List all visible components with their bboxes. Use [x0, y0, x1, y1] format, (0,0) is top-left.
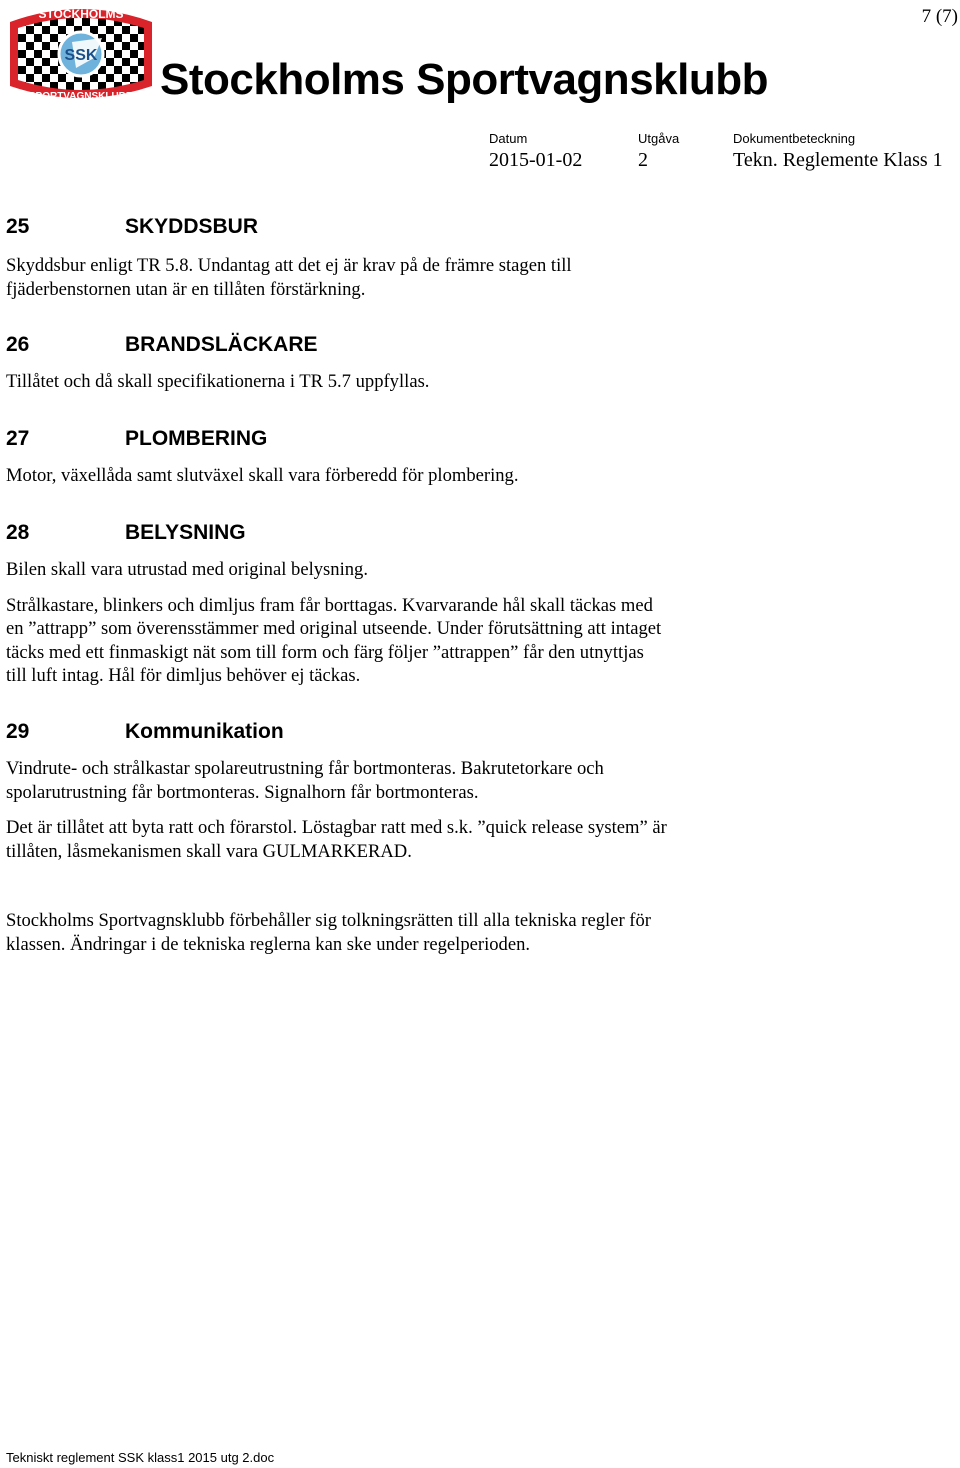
svg-text:SSK: SSK [64, 47, 98, 64]
text-line: tillåten, låsmekanismen skall vara GULMARKERAD. [6, 840, 412, 862]
section-28 [6, 521, 956, 688]
text-line: spolarutrustning får bortmonteras. Signalhorn får bortmonteras. [6, 781, 479, 803]
paragraph [6, 558, 956, 582]
section-heading [6, 427, 956, 453]
text-line: Vindrute- och strålkastar spolareutrustning får bortmonteras. Bakrutetorkare och [6, 758, 604, 779]
club-title: Stockholms Sportvagnsklubb [160, 55, 768, 104]
text-line: fjäderbenstornen utan är en tillåten förstärkning. [6, 278, 366, 300]
svg-text:SPORTVAGNSKLUBB: SPORTVAGNSKLUBB [28, 91, 134, 102]
paragraph [6, 464, 956, 488]
date-value: 2015-01-02 [489, 149, 583, 171]
section-27 [6, 427, 956, 488]
section-number: 28 [6, 521, 30, 544]
text-line: Det är tillåtet att byta ratt och förarstol. Löstagbar ratt med s.k. ”quick release system” är [6, 817, 667, 838]
text-line: täcks med ett finmaskigt nät som till form och färg följer ”attrappen” får den utnyttjas [6, 641, 644, 663]
text-line: Skyddsbur enligt TR 5.8. Undantag att det ej är krav på de främre stagen till [6, 255, 572, 276]
section-title: BRANDSLÄCKARE [125, 333, 318, 356]
section-number: 25 [6, 215, 30, 238]
page-number: 7 (7) [921, 6, 958, 27]
section-title: SKYDDSBUR [125, 215, 259, 238]
text-line: Stockholms Sportvagnsklubb förbehåller sig tolkningsrätten till alla tekniska regler för [6, 910, 651, 931]
section-number: 26 [6, 333, 30, 356]
section-title: Kommunikation [125, 720, 284, 743]
edition-label: Utgåva [638, 131, 680, 146]
text-line: Bilen skall vara utrustad med original belysning. [6, 559, 368, 580]
section-heading [6, 215, 956, 241]
paragraph [6, 254, 956, 301]
section-number: 27 [6, 427, 30, 450]
edition-value: 2 [638, 149, 648, 171]
section-heading [6, 521, 956, 547]
paragraph [6, 594, 956, 688]
text-line: Tillåtet och då skall specifikationerna i TR 5.7 uppfyllas. [6, 371, 430, 392]
svg-text:STOCKHOLMS: STOCKHOLMS [38, 7, 124, 21]
section-title: BELYSNING [125, 521, 246, 544]
section-number: 29 [6, 720, 30, 743]
section-heading [6, 333, 956, 359]
text-line: till luft intag. Hål för dimljus behöver ej täckas. [6, 665, 361, 686]
text-line: klassen. Ändringar i de tekniska reglerna kan ske under regelperioden. [6, 933, 531, 955]
date-label: Datum [489, 131, 528, 146]
text-line: en ”attrapp” som överensstämmer med original utseende. Under förutsättning att intaget [6, 618, 662, 639]
section-26 [6, 333, 956, 394]
footer-filename: Tekniskt reglement SSK klass1 2015 utg 2.doc [6, 1450, 275, 1465]
document-designation-value: Tekn. Reglemente Klass 1 [733, 149, 943, 171]
paragraph [6, 757, 956, 804]
paragraph [6, 370, 956, 394]
paragraph [6, 816, 956, 863]
text-line: Motor, växellåda samt slutväxel skall vara förberedd för plombering. [6, 465, 519, 486]
document-designation-label: Dokumentbeteckning [733, 131, 856, 146]
section-25 [6, 215, 956, 301]
closing-statement [6, 909, 956, 956]
text-line: Strålkastare, blinkers och dimljus fram får borttagas. Kvarvarande hål skall täckas med [6, 594, 653, 616]
section-title: PLOMBERING [125, 427, 268, 450]
ssk-logo [2, 2, 160, 104]
section-29 [6, 720, 956, 863]
section-heading [6, 720, 956, 746]
